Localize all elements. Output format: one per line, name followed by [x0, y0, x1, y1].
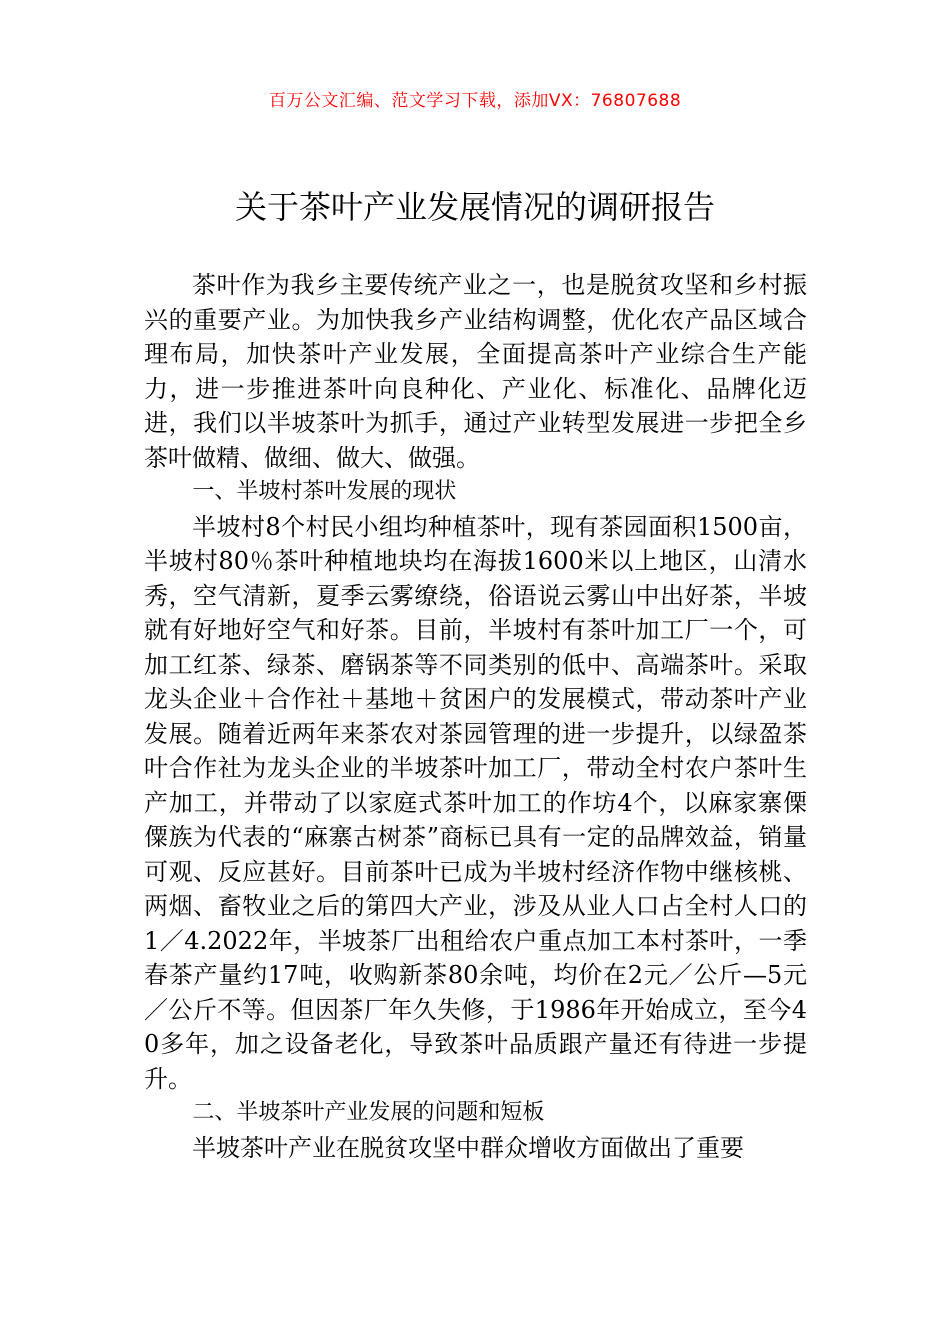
section-heading-1: 一、半坡村茶叶发展的现状: [192, 479, 457, 504]
section-heading-2: 二、半坡茶叶产业发展的问题和短板: [192, 1100, 545, 1125]
page-title: 关于茶叶产业发展情况的调研报告: [234, 188, 715, 226]
document-body: [144, 268, 807, 1165]
watermark-banner: 百万公文汇编、范文学习下载，添加VX：76807688: [268, 91, 682, 111]
intro-paragraph: 茶叶作为我乡主要传统产业之一，也是脱贫攻坚和乡村振兴的重要产业。为加快我乡产业结构调整，优化农产品区域合理布局，加快茶叶产业发展，全面提高茶叶产业综合生产能力，进一步推进茶叶向良种化、产业化、标准化、品牌化迈进，我们以半坡茶叶为抓手，通过产业转型发展进一步把全乡茶叶做精、做细、做大、做强。: [144, 271, 807, 472]
problems-paragraph: 半坡茶叶产业在脱贫攻坚中群众增收方面做出了重要: [192, 1133, 744, 1162]
status-paragraph: 半坡村8个村民小组均种植茶叶，现有茶园面积1500亩，半坡村80％茶叶种植地块均在海拔1600米以上地区，山清水秀，空气清新，夏季云雾缭绕，俗语说云雾山中出好茶，半坡就有好地好空气和好茶。目前，半坡村有茶叶加工厂一个，可加工红茶、绿茶、磨锅茶等不同类别的低中、高端茶叶。采取龙头企业＋合作社＋基地＋贫困户的发展模式，带动茶叶产业发展。随着近两年来茶农对茶园管理的进一步提升，以绿盈茶叶合作社为龙头企业的半坡茶叶加工厂，带动全村农户茶叶生产加工，并带动了以家庭式茶叶加工的作坊4个，以麻家寨傈僳族为代表的“麻寨古树茶”商标已具有一定的品牌效益，销量可观、反应甚好。目前茶叶已成为半坡村经济作物中继核桃、两烟、畜牧业之后的第四大产业，涉及从业人口占全村人口的1／4.2022年，半坡茶厂出租给农户重点加工本村茶叶，一季春茶产量约17吨，收购新茶80余吨，均价在2元／公斤—5元／公斤不等。但因茶厂年久失修，于1986年开始成立，至今40多年，加之设备老化，导致茶叶品质跟产量还有待进一步提升。: [144, 512, 807, 1093]
